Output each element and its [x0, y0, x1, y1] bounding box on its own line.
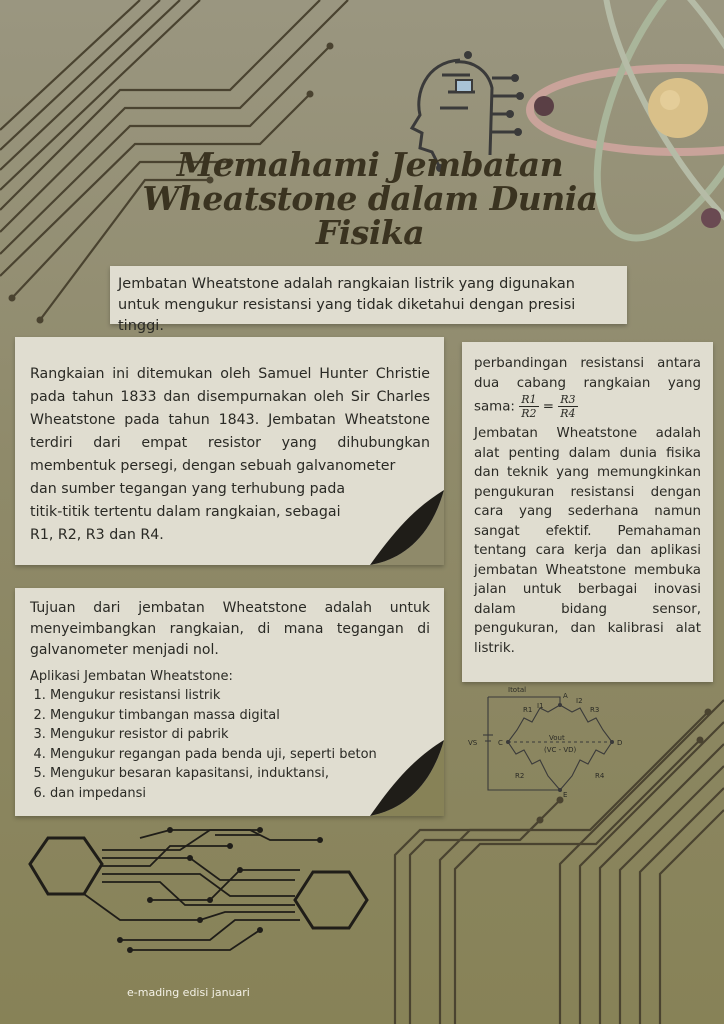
label-r4: R4 — [595, 772, 605, 780]
footer-text: e-mading edisi januari — [127, 986, 250, 999]
denominator-r2: R2 — [521, 407, 537, 420]
label-c: C — [498, 739, 503, 747]
label-e: E — [563, 791, 568, 799]
equals-sign: = — [542, 399, 554, 415]
title-line-1: Memahami Jembatan — [176, 145, 564, 184]
history-line-a: dan sumber tegangan yang terhubung pada — [30, 481, 346, 497]
list-item: 4. Mengukur regangan pada benda uji, seperti beton — [50, 745, 430, 765]
label-i2: I2 — [576, 697, 583, 705]
history-line-c: R1, R2, R3 dan R4. — [30, 527, 164, 543]
list-item: 5. Mengukur besaran kapasitansi, induktansi, — [50, 764, 430, 784]
applications-heading: Aplikasi Jembatan Wheatstone: — [30, 669, 233, 684]
importance-text: Jembatan Wheatstone adalah alat penting dalam dunia fisika dan teknik yang memungkinkan pengukuran resistansi dengan cara yang sederhana namun sangat efektif. Pemahaman tentang cara kerja dan aplikasi jembatan Wheatstone membuka jalan untuk berbagai inovasi dalam bidang sensor, pengukuran, dan kalibrasi alat listrik. — [474, 426, 701, 656]
numerator-r1: R1 — [521, 393, 537, 406]
label-r1: R1 — [523, 706, 533, 714]
list-item: 1. Mengukur resistansi listrik — [50, 686, 430, 706]
history-text: Rangkaian ini ditemukan oleh Samuel Hunter Christie pada tahun 1833 dan disempurnakan oleh Sir Charles Wheatstone pada tahun 1843. Jembatan Wheatstone terdiri dari empat resistor yang dihubungkan membentuk persegi, dengan sebuah galvanometer — [30, 366, 430, 474]
label-vout-expression: (VC - VD) — [544, 746, 577, 754]
label-vs: VS — [468, 739, 478, 747]
label-d: D — [617, 739, 623, 747]
list-item: 3. Mengukur resistor di pabrik — [50, 725, 430, 745]
label-i1: I1 — [537, 702, 544, 710]
numerator-r3: R3 — [560, 393, 576, 406]
list-item: 2. Mengukur timbangan massa digital — [50, 706, 430, 726]
intro-text: Jembatan Wheatstone adalah rangkaian listrik yang digunakan untuk mengukur resistansi yang tidak diketahui dengan presisi tinggi. — [118, 276, 576, 334]
label-a: A — [563, 692, 568, 700]
title-line-2: Wheatstone dalam Dunia — [142, 179, 598, 218]
label-vout: Vout — [549, 734, 565, 742]
purpose-text: Tujuan dari jembatan Wheatstone adalah untuk menyeimbangkan rangkaian, di mana tegangan di galvanometer menjadi nol. — [30, 600, 430, 658]
denominator-r4: R4 — [560, 407, 576, 420]
label-r2: R2 — [515, 772, 525, 780]
label-r3: R3 — [590, 706, 600, 714]
history-line-b: titik-titik tertentu dalam rangkaian, sebagai — [30, 504, 341, 520]
title-line-3: Fisika — [315, 213, 425, 252]
list-item: 6. dan impedansi — [50, 784, 430, 804]
ratio-intro: perbandingan resistansi antara dua cabang rangkaian yang sama: — [474, 356, 701, 415]
label-itotal: Itotal — [508, 686, 527, 694]
